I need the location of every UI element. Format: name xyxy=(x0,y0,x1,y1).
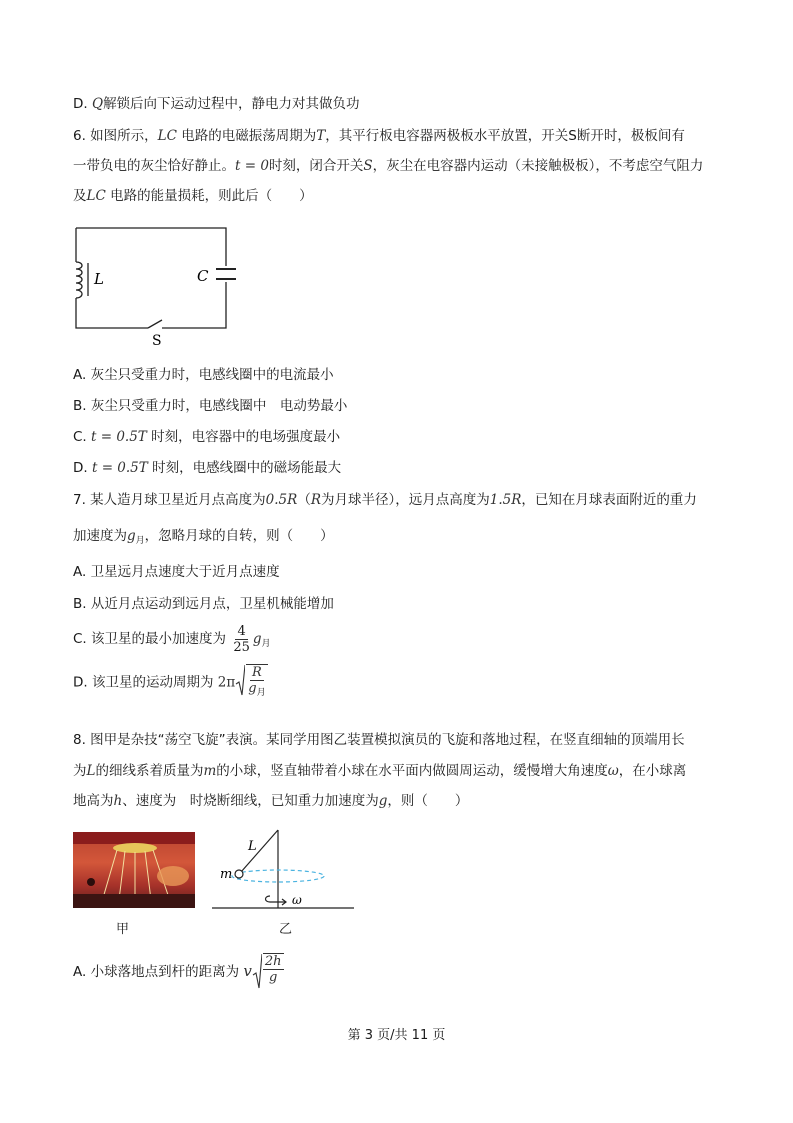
acrobatics-photo xyxy=(73,832,195,908)
q7-option-a: A. 卫星远月点速度大于近月点速度 xyxy=(73,564,280,580)
q6-option-c: C. t = 0.5T 时刻，电容器中的电场强度最小 xyxy=(73,429,341,445)
q6-stem-line1: 6. 如图所示，LC 电路的电磁振荡周期为T，其平行板电容器两极板水平放置，开关S断开时，极板间有 xyxy=(73,128,685,144)
rotating-pendulum-diagram xyxy=(208,826,358,916)
fig-b-caption: 乙 xyxy=(279,922,293,937)
q8-stem-line3: 地高为h、速度为 时烧断细线，已知重力加速度为g，则（ ） xyxy=(73,793,469,809)
q6-option-b: B. 灰尘只受重力时，电感线圈中 电动势最小 xyxy=(73,398,348,414)
lc-circuit-diagram xyxy=(70,222,240,350)
q8-option-a: A. 小球落地点到杆的距离为 v $\frac{2h}{g}$ xyxy=(73,950,285,993)
fig-b-label-m: m xyxy=(220,867,233,882)
fig-b-label-l: L xyxy=(248,839,257,854)
q6-stem-line3: 及LC 电路的能量损耗，则此后（ ） xyxy=(73,188,313,204)
q5-option-d: D. Q解锁后向下运动过程中，静电力对其做负功 xyxy=(73,96,360,112)
q8-stem-line2: 为L的细线系着质量为m的小球，竖直轴带着小球在水平面内做圆周运动，缓慢增大角速度ω，在小球离 xyxy=(73,763,687,779)
q8-stem-line1: 8. 图甲是杂技“荡空飞旋”表演。某同学用图乙装置模拟演员的飞旋和落地过程，在竖直细轴的顶端用长 xyxy=(73,732,685,748)
sqrt-symbol: $\frac{R}{g_月}$ xyxy=(235,664,268,701)
q7-stem-line1: 7. 某人造月球卫星近月点高度为0.5R（R为月球半径），远月点高度为1.5R，已知在月球表面附近的重力 xyxy=(73,492,697,508)
q6-stem-line2: 一带负电的灰尘恰好静止。t = 0时刻，闭合开关S，灰尘在电容器内运动（未接触极板），不考虑空气阻力 xyxy=(73,158,704,174)
q6-option-a: A. 灰尘只受重力时，电感线圈中的电流最小 xyxy=(73,367,334,383)
fig-b-label-omega: ω xyxy=(292,893,302,907)
q7-option-b: B. 从近月点运动到远月点，卫星机械能增加 xyxy=(73,596,334,612)
capacitor-label: C xyxy=(197,267,209,285)
page-footer: 第 3 页/共 11 页 xyxy=(347,1028,446,1043)
q7-stem-line2: 加速度为$g_月$，忽略月球的自转，则（ ） xyxy=(73,528,334,546)
switch-label: S xyxy=(152,333,162,349)
inductor-label: L xyxy=(94,270,104,288)
sqrt-symbol: $\frac{2h}{g}$ xyxy=(252,953,285,991)
var-q: Q xyxy=(91,96,104,112)
q6-option-d: D. t = 0.5T 时刻，电感线圈中的磁场能最大 xyxy=(73,460,342,476)
q7-option-c: C. 该卫星的最小加速度为 $\frac{4}{25}$ $g_月$ xyxy=(73,623,271,655)
fig-a-caption: 甲 xyxy=(116,922,130,937)
q7-option-d: D. 该卫星的运动周期为 2π $\frac{R}{g_月}$ xyxy=(73,664,269,701)
